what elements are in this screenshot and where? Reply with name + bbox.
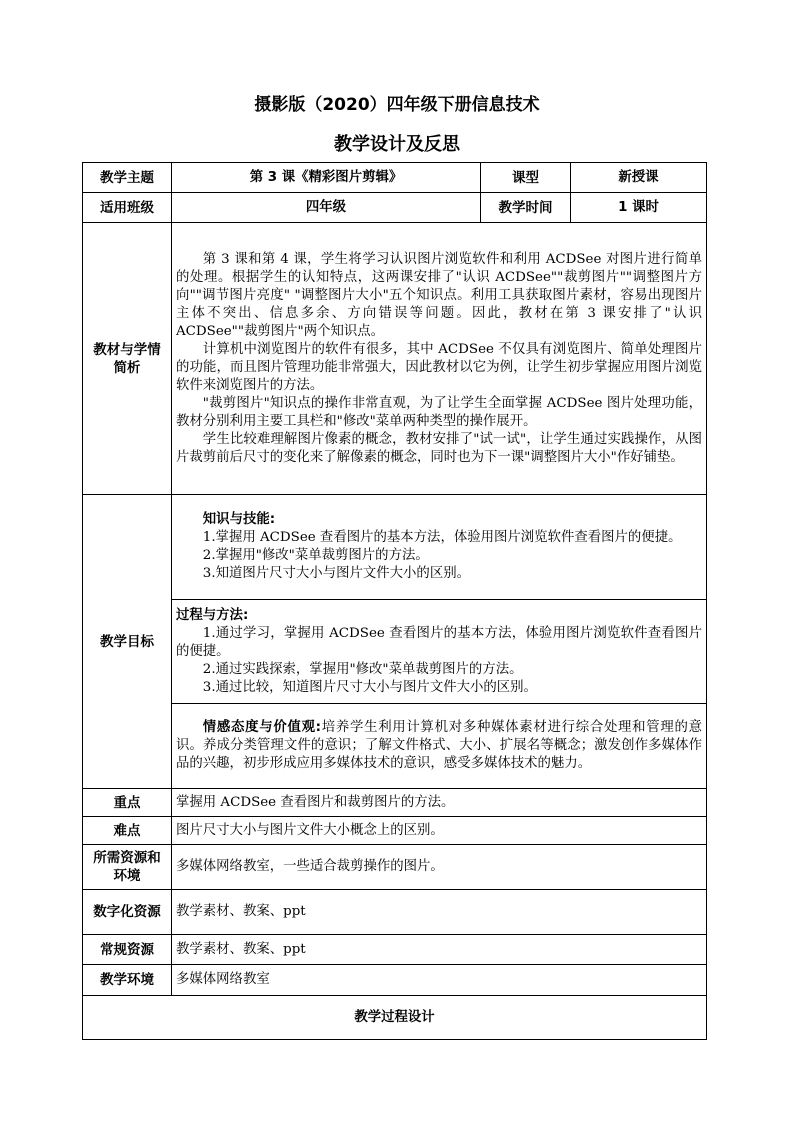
- table-row: [83, 193, 707, 223]
- knowledge-item: 1.掌握用 ACDSee 查看图片的基本方法，体验用图片浏览软件查看图片的便捷。: [202, 530, 682, 545]
- table-row: [83, 600, 707, 704]
- type-value: 新授课: [571, 163, 707, 193]
- analysis-content: [172, 223, 707, 495]
- table-row: [83, 996, 707, 1040]
- environment-label: 教学环境: [83, 965, 172, 996]
- time-value: 1 课时: [571, 193, 707, 223]
- table-row: [83, 495, 707, 600]
- analysis-paragraph: 第 3 课和第 4 课，学生将学习认识图片浏览软件和利用 ACDSee 对图片进行简单的处理。根据学生的认知特点，这两课安排了"认识 ACDSee""裁剪图片""调整图片方向""调节图片亮度" "调整图片大小"五个知识点。利用工具获取图片素材，容易出现图片主体不突出、信息多余、方向错误等问题。因此，教材在第 3 课安排了"认识 ACDSee""裁剪图片"两个知识点。: [176, 251, 702, 339]
- regular-resources-label: 常规资源: [83, 935, 172, 965]
- key-point-label: 重点: [83, 789, 172, 817]
- knowledge-heading: 知识与技能:: [202, 512, 276, 527]
- process-goals: [172, 600, 707, 704]
- theme-label: 教学主题: [83, 163, 172, 193]
- regular-resources-value: 教学素材、教案、ppt: [172, 935, 707, 965]
- class-label: 适用班级: [83, 193, 172, 223]
- process-heading: 过程与方法:: [176, 607, 249, 623]
- analysis-paragraph: 计算机中浏览图片的软件有很多，其中 ACDSee 不仅具有浏览图片、简单处理图片的功能，而且图片管理功能非常强大，因此教材以它为例，让学生初步掌握应用图片浏览软件来浏览图片的方法。: [176, 341, 702, 393]
- class-value: 四年级: [172, 193, 481, 223]
- resources-label: 所需资源和环境: [83, 845, 172, 890]
- table-row: [83, 163, 707, 193]
- process-item: 1.通过学习，掌握用 ACDSee 查看图片的基本方法，体验用图片浏览软件查看图片的便捷。: [176, 625, 702, 659]
- difficulty-label: 难点: [83, 817, 172, 845]
- type-label: 课型: [481, 163, 571, 193]
- table-row: [83, 223, 707, 495]
- key-point-value: 掌握用 ACDSee 查看图片和裁剪图片的方法。: [172, 789, 707, 817]
- lesson-plan-table: [82, 162, 707, 1040]
- time-label: 教学时间: [481, 193, 571, 223]
- table-row: [83, 817, 707, 845]
- emotion-goals: [172, 704, 707, 789]
- emotion-text: 培养学生利用计算机对多种媒体素材进行综合处理和管理的意识。养成分类管理文件的意识；了解文件格式、大小、扩展名等概念；激发创作多媒体作品的兴趣，初步形成应用多媒体技术的意识，感受多媒体技术的魅力。: [176, 720, 702, 771]
- difficulty-value: 图片尺寸大小与图片文件大小概念上的区别。: [172, 817, 707, 845]
- process-item: 3.通过比较，知道图片尺寸大小与图片文件大小的区别。: [202, 679, 537, 695]
- digital-resources-label: 数字化资源: [83, 890, 172, 935]
- theme-value: 第 3 课《精彩图片剪辑》: [172, 163, 481, 193]
- table-row: [83, 845, 707, 890]
- table-row: [83, 935, 707, 965]
- analysis-label: 教材与学情简析: [83, 223, 172, 495]
- document-title: 摄影版（2020）四年级下册信息技术: [254, 95, 540, 115]
- process-design-heading: 教学过程设计: [83, 996, 707, 1040]
- knowledge-item: 2.掌握用"修改"菜单裁剪图片的方法。: [202, 548, 429, 563]
- emotion-heading: 情感态度与价值观:: [202, 720, 322, 735]
- analysis-paragraph: "裁剪图片"知识点的操作非常直观，为了让学生全面掌握 ACDSee 图片处理功能，教材分别利用主要工具栏和"修改"菜单两种类型的操作展开。: [176, 395, 702, 429]
- analysis-paragraph: 学生比较难理解图片像素的概念，教材安排了"试一试"，让学生通过实践操作，从图片裁剪前后尺寸的变化来了解像素的概念，同时也为下一课"调整图片大小"作好铺垫。: [176, 431, 702, 465]
- digital-resources-value: 教学素材、教案、ppt: [172, 890, 707, 935]
- process-item: 2.通过实践探索，掌握用"修改"菜单裁剪图片的方法。: [202, 661, 523, 677]
- knowledge-goals: [172, 495, 707, 600]
- document-subtitle: 教学设计及反思: [334, 134, 460, 155]
- environment-value: 多媒体网络教室: [172, 965, 707, 996]
- table-row: [83, 704, 707, 789]
- resources-value: 多媒体网络教室，一些适合裁剪操作的图片。: [172, 845, 707, 890]
- table-row: [83, 890, 707, 935]
- objectives-label: 教学目标: [83, 495, 172, 789]
- table-row: [83, 789, 707, 817]
- table-row: [83, 965, 707, 996]
- knowledge-item: 3.知道图片尺寸大小与图片文件大小的区别。: [202, 566, 470, 581]
